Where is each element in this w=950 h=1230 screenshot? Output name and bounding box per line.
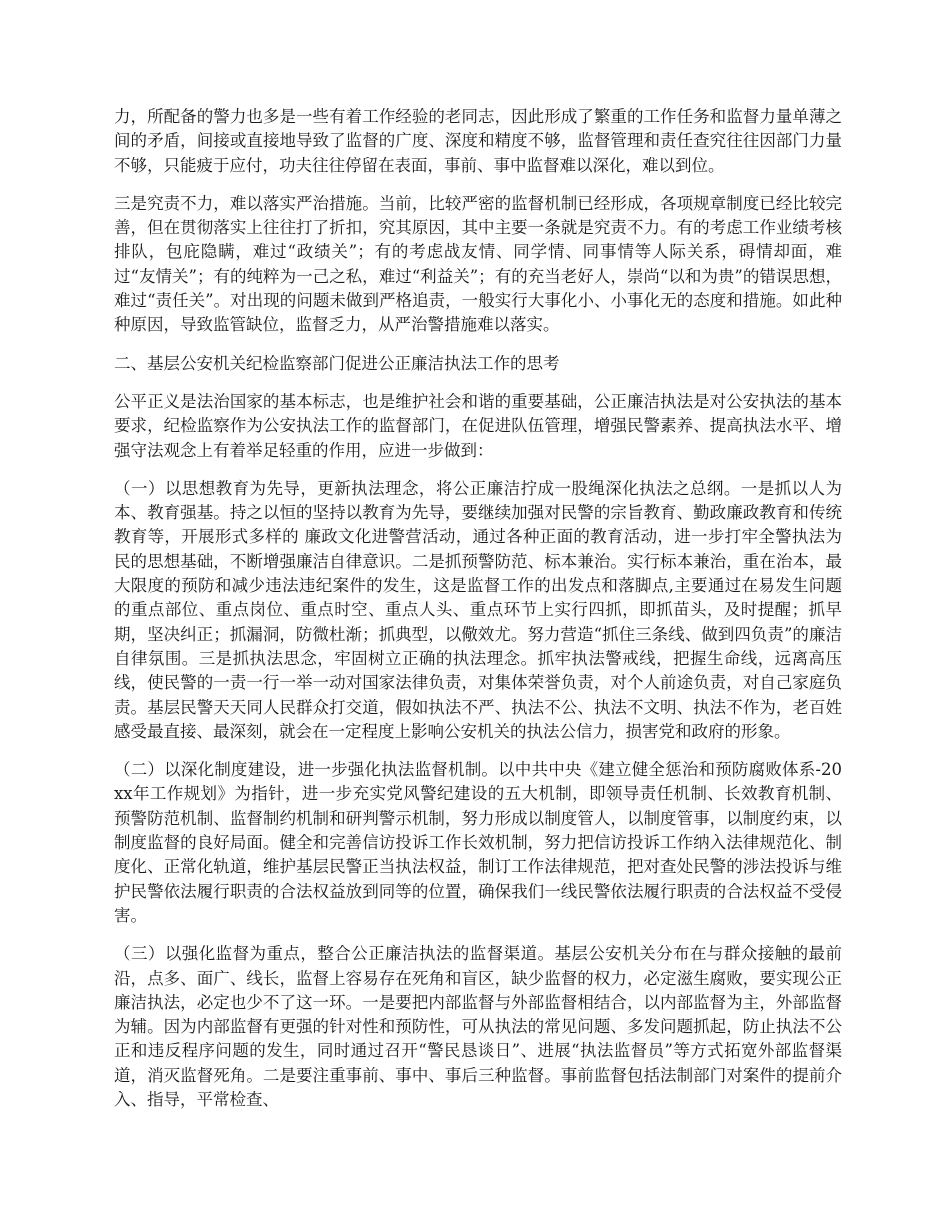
paragraph-item-1: （一）以思想教育为先导，更新执法理念，将公正廉洁拧成一股绳深化执法之总纲。一是抓以人为本、教育强基。持之以恒的坚持以教育为先导，要继续加强对民警的宗旨教育、勤政廉政教育和传统教育等，开展形式多样的 廉政文化进警营活动，通过各种正面的教育活动，进一步打牢全警执法为民的思想基础，不断增强廉洁自律意识。二是抓预警防范、标本兼治。实行标本兼治，重在治本，最大限度的预防和减少违法违纪案件的发生，这是监督工作的出发点和落脚点,主要通过在易发生问题的重点部位、重点岗位、重点时空、重点人头、重点环节上实行四抓，即抓苗头，及时提醒；抓早期，坚决纠正；抓漏洞，防微杜渐；抓典型，以儆效尤。努力营造“抓住三条线、做到四负责”的廉洁自律氛围。三是抓执法思念，牢固树立正确的执法理念。抓牢执法警戒线，把握生命线，远离高压线，使民警的一责一行一举一动对国家法律负责，对集体荣誉负责，对个人前途负责，对自己家庭负责。基层民警天天同人民群众打交道，假如执法不严、执法不公、执法不文明、执法不作为，老百姓感受最直接、最深刻，就会在一定程度上影响公安机关的执法公信力，损害党和政府的形象。 [114,478,842,741]
paragraph-intro: 公平正义是法治国家的基本标志，也是维护社会和谐的重要基础，公正廉洁执法是对公安执法的基本要求，纪检监察作为公安执法工作的监督部门，在促进队伍管理，增强民警素养、提高执法水平、增强守法观念上有着举足轻重的作用，应进一步做到： [114,391,842,460]
paragraph-item-3: （三）以强化监督为重点，整合公正廉洁执法的监督渠道。基层公安机关分布在与群众接触的最前沿，点多、面广、线长，监督上容易存在死角和盲区，缺少监督的权力，必定滋生腐败，要实现公正廉洁执法，必定也少不了这一环。一是要把内部监督与外部监督相结合，以内部监督为主，外部监督为辅。因为内部监督有更强的针对性和预防性，可从执法的常见问题、多发问题抓起，防止执法不公正和违反程序问题的发生，同时通过召开“警民恳谈日”、进展“执法监督员”等方式拓宽外部监督渠道，消灭监督死角。二是要注重事前、事中、事后三种监督。事前监督包括法制部门对案件的提前介入、指导，平常检查、 [114,944,842,1109]
paragraph-continuation: 力，所配备的警力也多是一些有着工作经验的老同志，因此形成了繁重的工作任务和监督力量单薄之间的矛盾，间接或直接地导致了监督的广度、深度和精度不够，监督管理和责任查究往往因部门力量不够，只能疲于应付，功夫往往停留在表面，事前、事中监督难以深化，难以到位。 [114,107,842,175]
paragraph-accountability: 三是究责不力，难以落实严治措施。当前，比较严密的监督机制已经形成，各项规章制度已经比较完善，但在贯彻落实上往往打了折扣，究其原因，其中主要一条就是究责不力。有的考虑工作业绩考核排队，包庇隐瞒，难过“政绩关”；有的考虑战友情、同学情、同事情等人际关系，碍情却面，难过“友情关”；有的纯粹为一己之私，难过“利益关”；有的充当老好人，崇尚“以和为贵”的错误思想，难过“责任关”。对出现的问题未做到严格追责，一般实行大事化小、小事化无的态度和措施。如此种种原因，导致监管缺位，监督乏力，从严治警措施难以落实。 [114,193,842,335]
section-heading: 二、基层公安机关纪检监察部门促进公正廉洁执法工作的思考 [114,353,560,373]
paragraph-item-2: （二）以深化制度建设，进一步强化执法监督机制。以中共中央《建立健全惩治和预防腐败体系-20xx年工作规划》为指针，进一步充实党风警纪建设的五大机制，即领导责任机制、长效教育机制、预警防范机制、监督制约机制和研判警示机制，努力形成以制度管人，以制度管事，以制度约束，以制度监督的良好局面。健全和完善信访投诉工作长效机制，努力把信访投诉工作纳入法律规范化、制度化、正常化轨道，维护基层民警正当执法权益，制订工作法律规范，把对查处民警的涉法投诉与维护民警依法履行职责的合法权益放到同等的位置，确保我们一线民警依法履行职责的合法权益不受侵害。 [114,760,842,925]
document-body [114,105,842,1126]
